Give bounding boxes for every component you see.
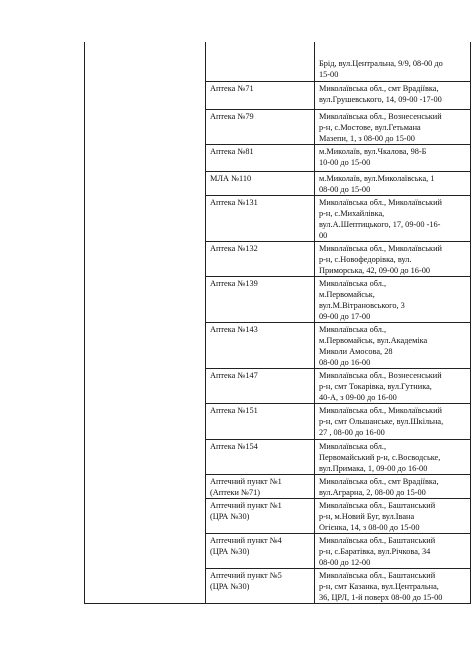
pharmacy-name: Аптека №147 xyxy=(210,370,258,380)
address-line: Огієнка, 14, з 08-00 до 15-00 xyxy=(319,522,420,532)
empty-cell xyxy=(85,171,206,195)
address-hours-cell xyxy=(315,81,471,109)
table-row xyxy=(85,42,471,81)
address-hours-cell xyxy=(315,195,471,241)
empty-cell xyxy=(85,109,206,144)
empty-cell xyxy=(85,81,206,109)
pharmacy-name: Аптека №151 xyxy=(210,405,258,415)
address-line: вул.Аграрна, 2, 08-00 до 15-00 xyxy=(319,487,426,497)
pharmacy-name: Аптечний пункт №5 xyxy=(210,570,282,580)
address-line: Первомайський р-н, с.Восводське, xyxy=(319,452,441,462)
address-hours-cell xyxy=(315,42,471,81)
table-row xyxy=(85,171,471,195)
pharmacy-name: Аптека №143 xyxy=(210,324,258,334)
table-row xyxy=(85,533,471,568)
address-line: Миколаївська обл., смт Врадіївка, xyxy=(319,83,439,93)
address-hours-cell xyxy=(315,403,471,439)
pharmacy-name: (ЦРА №30) xyxy=(210,511,250,521)
pharmacy-name-cell xyxy=(206,109,315,144)
address-line: р-н, с.Баратівка, вул.Річкова, 34 xyxy=(319,546,431,556)
empty-cell xyxy=(85,568,206,603)
address-line: 36, ЦРЛ, 1-й поверх 08-00 до 15-00 xyxy=(319,592,443,602)
address-line: р-н, смт Ольшанське, вул.Шкільна, xyxy=(319,416,444,426)
address-line: Мазепи, 1, з 08-00 до 15-00 xyxy=(319,133,415,143)
table-row xyxy=(85,439,471,474)
pharmacy-table-body xyxy=(85,42,471,603)
address-line: вул.Грушевського, 14, 09-00 -17-00 xyxy=(319,94,442,104)
address-line: р-н, с.Михайлівка, xyxy=(319,208,385,218)
table-row xyxy=(85,81,471,109)
address-line: Миколаївська обл., Баштанський xyxy=(319,535,436,545)
address-line: р-н, с.Новофедорівка, вул. xyxy=(319,254,412,264)
address-line: м.Миколаїв, вул.Миколаївська, 1 xyxy=(319,173,435,183)
empty-cell xyxy=(85,195,206,241)
pharmacy-name-cell xyxy=(206,368,315,403)
pharmacy-name: Аптека №154 xyxy=(210,441,258,451)
pharmacy-name: Аптека №79 xyxy=(210,111,254,121)
empty-cell xyxy=(85,533,206,568)
empty-cell xyxy=(85,498,206,533)
address-line: Миколаївська обл., Баштанський xyxy=(319,570,436,580)
pharmacy-name-cell xyxy=(206,81,315,109)
pharmacy-name: МЛА №110 xyxy=(210,173,252,183)
address-line: Миколаївська обл., Вознесенський xyxy=(319,111,442,121)
pharmacy-name-cell xyxy=(206,568,315,603)
pharmacy-name: Аптека №132 xyxy=(210,243,258,253)
pharmacy-name-cell xyxy=(206,195,315,241)
table-row xyxy=(85,276,471,322)
address-hours-cell xyxy=(315,439,471,474)
address-hours-cell xyxy=(315,474,471,498)
address-hours-cell xyxy=(315,276,471,322)
address-line: м.Миколаїв, вул.Чкалова, 98-Б xyxy=(319,146,427,156)
pharmacy-name: (Аптеки №71) xyxy=(210,487,261,497)
address-line: 40-А, з 09-00 до 16-00 xyxy=(319,392,397,402)
address-line: Миколаївська обл., xyxy=(319,324,387,334)
address-line: 08-00 до 15-00 xyxy=(319,184,371,194)
table-row xyxy=(85,322,471,368)
pharmacy-name-cell xyxy=(206,276,315,322)
pharmacy-name-cell xyxy=(206,439,315,474)
empty-cell xyxy=(85,403,206,439)
address-line: Миколаївська обл., Баштанський xyxy=(319,500,436,510)
address-hours-cell xyxy=(315,322,471,368)
address-line: 00 xyxy=(319,230,328,240)
pharmacy-name-cell xyxy=(206,171,315,195)
empty-cell xyxy=(85,241,206,276)
pharmacy-name: (ЦРА №30) xyxy=(210,581,250,591)
empty-cell xyxy=(85,276,206,322)
address-hours-cell xyxy=(315,533,471,568)
pharmacy-name: Аптека №81 xyxy=(210,146,254,156)
pharmacy-name-cell xyxy=(206,498,315,533)
address-hours-cell xyxy=(315,568,471,603)
pharmacy-name-cell xyxy=(206,322,315,368)
pharmacy-name: Аптека №131 xyxy=(210,197,258,207)
address-hours-cell xyxy=(315,241,471,276)
table-row xyxy=(85,241,471,276)
pharmacy-name: Аптечний пункт №1 xyxy=(210,476,282,486)
table-row xyxy=(85,498,471,533)
address-line: р-н, смт Казанка, вул.Центральна, xyxy=(319,581,439,591)
empty-cell xyxy=(85,368,206,403)
address-hours-cell xyxy=(315,171,471,195)
address-line: р-н, с.Мостове, вул.Гетьмана xyxy=(319,122,421,132)
address-line: Миколаївська обл., Миколаївський xyxy=(319,405,442,415)
address-line: 09-00 до 17-00 xyxy=(319,311,371,321)
address-line: р-н, смт Токарівка, вул.Гутника, xyxy=(319,381,432,391)
address-hours-cell xyxy=(315,368,471,403)
pharmacy-name-cell xyxy=(206,403,315,439)
address-line: р-н, м.Новий Буг, вул.Івана xyxy=(319,511,415,521)
pharmacy-name: (ЦРА №30) xyxy=(210,546,250,556)
pharmacy-name-cell xyxy=(206,42,315,81)
table-row xyxy=(85,403,471,439)
address-line: 27 , 08-00 до 16-00 xyxy=(319,427,385,437)
address-hours-cell xyxy=(315,498,471,533)
address-line: Миколаївська обл., xyxy=(319,441,387,451)
address-hours-cell xyxy=(315,109,471,144)
address-line: Миколаївська обл., Вознесенський xyxy=(319,370,442,380)
pharmacy-name-cell xyxy=(206,474,315,498)
address-line: м.Первомайськ, вул.Академіка xyxy=(319,335,428,345)
address-line: Приморська, 42, 09-00 до 16-00 xyxy=(319,265,431,275)
table-row xyxy=(85,195,471,241)
address-line: Миколаївська обл., Миколаївський xyxy=(319,197,442,207)
pharmacy-name: Аптечний пункт №4 xyxy=(210,535,282,545)
address-line: Миколаївська обл., xyxy=(319,278,387,288)
pharmacy-name-cell xyxy=(206,144,315,171)
address-line: вул.М.Вітрановського, 3 xyxy=(319,300,405,310)
address-line: Миколи Амосова, 28 xyxy=(319,346,393,356)
address-line: Миколаївська обл., Миколаївський xyxy=(319,243,442,253)
address-hours-cell xyxy=(315,144,471,171)
address-line: Миколаївська обл., смт Врадіївка, xyxy=(319,476,439,486)
pharmacy-name-cell xyxy=(206,533,315,568)
pharmacy-name: Аптека №139 xyxy=(210,278,258,288)
address-line: вул.Примака, 1, 09-00 до 16-00 xyxy=(319,463,428,473)
table-row xyxy=(85,568,471,603)
address-line: Брід, вул.Центральна, 9/9, 08-00 до xyxy=(319,58,443,68)
empty-cell xyxy=(85,322,206,368)
empty-cell xyxy=(85,144,206,171)
empty-cell xyxy=(85,439,206,474)
address-line: 08-00 до 16-00 xyxy=(319,357,371,367)
table-row xyxy=(85,474,471,498)
pharmacy-name: Аптека №71 xyxy=(210,83,254,93)
address-line: 15-00 xyxy=(319,69,339,79)
table-row xyxy=(85,368,471,403)
table-row xyxy=(85,109,471,144)
pharmacy-name: Аптечний пункт №1 xyxy=(210,500,282,510)
table-row xyxy=(85,144,471,171)
empty-cell xyxy=(85,42,206,81)
address-line: м.Первомайськ, xyxy=(319,289,375,299)
pharmacy-name-cell xyxy=(206,241,315,276)
address-line: вул.А.Шептицького, 17, 09-00 -16- xyxy=(319,219,441,229)
address-line: 08-00 до 12-00 xyxy=(319,557,371,567)
address-line: 10-00 до 15-00 xyxy=(319,157,371,167)
empty-cell xyxy=(85,474,206,498)
pharmacy-table xyxy=(84,42,471,604)
